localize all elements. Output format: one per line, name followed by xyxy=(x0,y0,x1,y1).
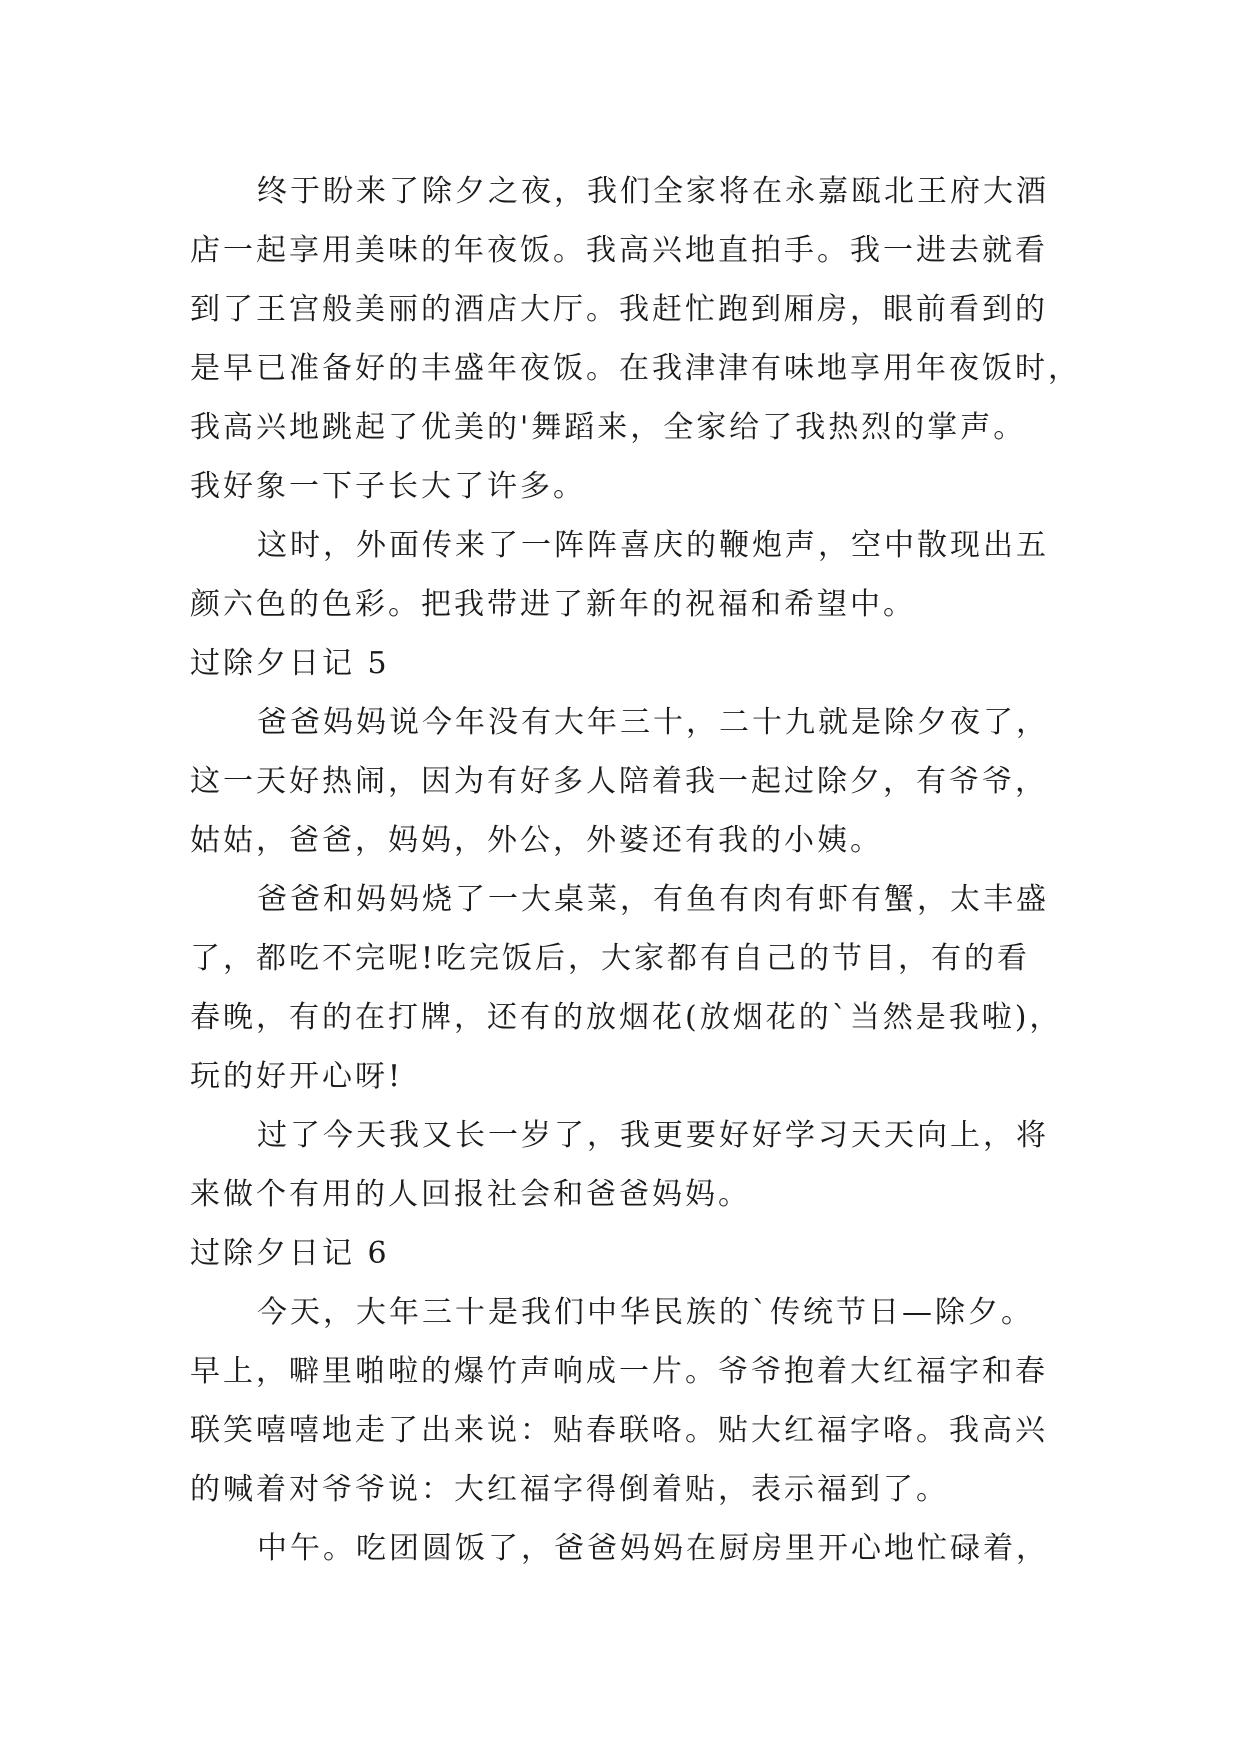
paragraph xyxy=(190,870,1070,1106)
text-line: 是早已准备好的丰盛年夜饭。在我津津有味地享用年夜饭时， xyxy=(190,351,1081,386)
text-line: 的喊着对爷爷说：大红福字得倒着贴，表示福到了。 xyxy=(190,1472,949,1507)
text-line: 店一起享用美味的年夜饭。我高兴地直拍手。我一进去就看 xyxy=(190,233,1048,268)
paragraph xyxy=(190,516,1070,634)
paragraph xyxy=(190,693,1070,870)
section-heading: 过除夕日记 5 xyxy=(190,646,390,681)
text-line: 今天，大年三十是我们中华民族的`传统节日—除夕。 xyxy=(257,1295,1034,1330)
text-line: 早上，噼里啪啦的爆竹声响成一片。爷爷抱着大红福字和春 xyxy=(190,1354,1048,1389)
text-line: 姑姑，爸爸，妈妈，外公，外婆还有我的小姨。 xyxy=(190,823,883,858)
text-line: 春晚，有的在打牌，还有的放烟花(放烟花的`当然是我啦)， xyxy=(190,1000,1063,1035)
text-line: 这时，外面传来了一阵阵喜庆的鞭炮声，空中散现出五 xyxy=(257,528,1049,563)
section-heading: 过除夕日记 6 xyxy=(190,1236,390,1271)
text-line: 爸爸和妈妈烧了一大桌菜，有鱼有肉有虾有蟹，太丰盛 xyxy=(257,882,1049,917)
text-line: 终于盼来了除夕之夜，我们全家将在永嘉瓯北王府大酒 xyxy=(257,174,1049,209)
text-line: 过了今天我又长一岁了，我更要好好学习天天向上，将 xyxy=(257,1118,1049,1153)
text-line: 这一天好热闹，因为有好多人陪着我一起过除夕，有爷爷， xyxy=(190,764,1048,799)
text-line: 我高兴地跳起了优美的'舞蹈来，全家给了我热烈的掌声。 xyxy=(190,410,1027,445)
document-body xyxy=(190,162,1081,1578)
paragraph xyxy=(190,1283,1070,1519)
paragraph xyxy=(190,1519,1070,1578)
text-line: 颜六色的色彩。把我带进了新年的祝福和希望中。 xyxy=(190,587,916,622)
text-line: 联笑嘻嘻地走了出来说：贴春联咯。贴大红福字咯。我高兴 xyxy=(190,1413,1048,1448)
paragraph xyxy=(190,1106,1070,1224)
text-line: 了，都吃不完呢!吃完饭后，大家都有自己的节目，有的看 xyxy=(190,941,1031,976)
text-line: 我好象一下子长大了许多。 xyxy=(190,469,586,504)
text-line: 玩的好开心呀! xyxy=(190,1059,404,1094)
text-line: 来做个有用的人回报社会和爸爸妈妈。 xyxy=(190,1177,751,1212)
text-line: 爸爸妈妈说今年没有大年三十，二十九就是除夕夜了， xyxy=(257,705,1049,740)
text-line: 到了王宫般美丽的酒店大厅。我赶忙跑到厢房，眼前看到的 xyxy=(190,292,1048,327)
text-line: 中午。吃团圆饭了，爸爸妈妈在厨房里开心地忙碌着， xyxy=(257,1531,1049,1566)
paragraph xyxy=(190,162,1081,516)
